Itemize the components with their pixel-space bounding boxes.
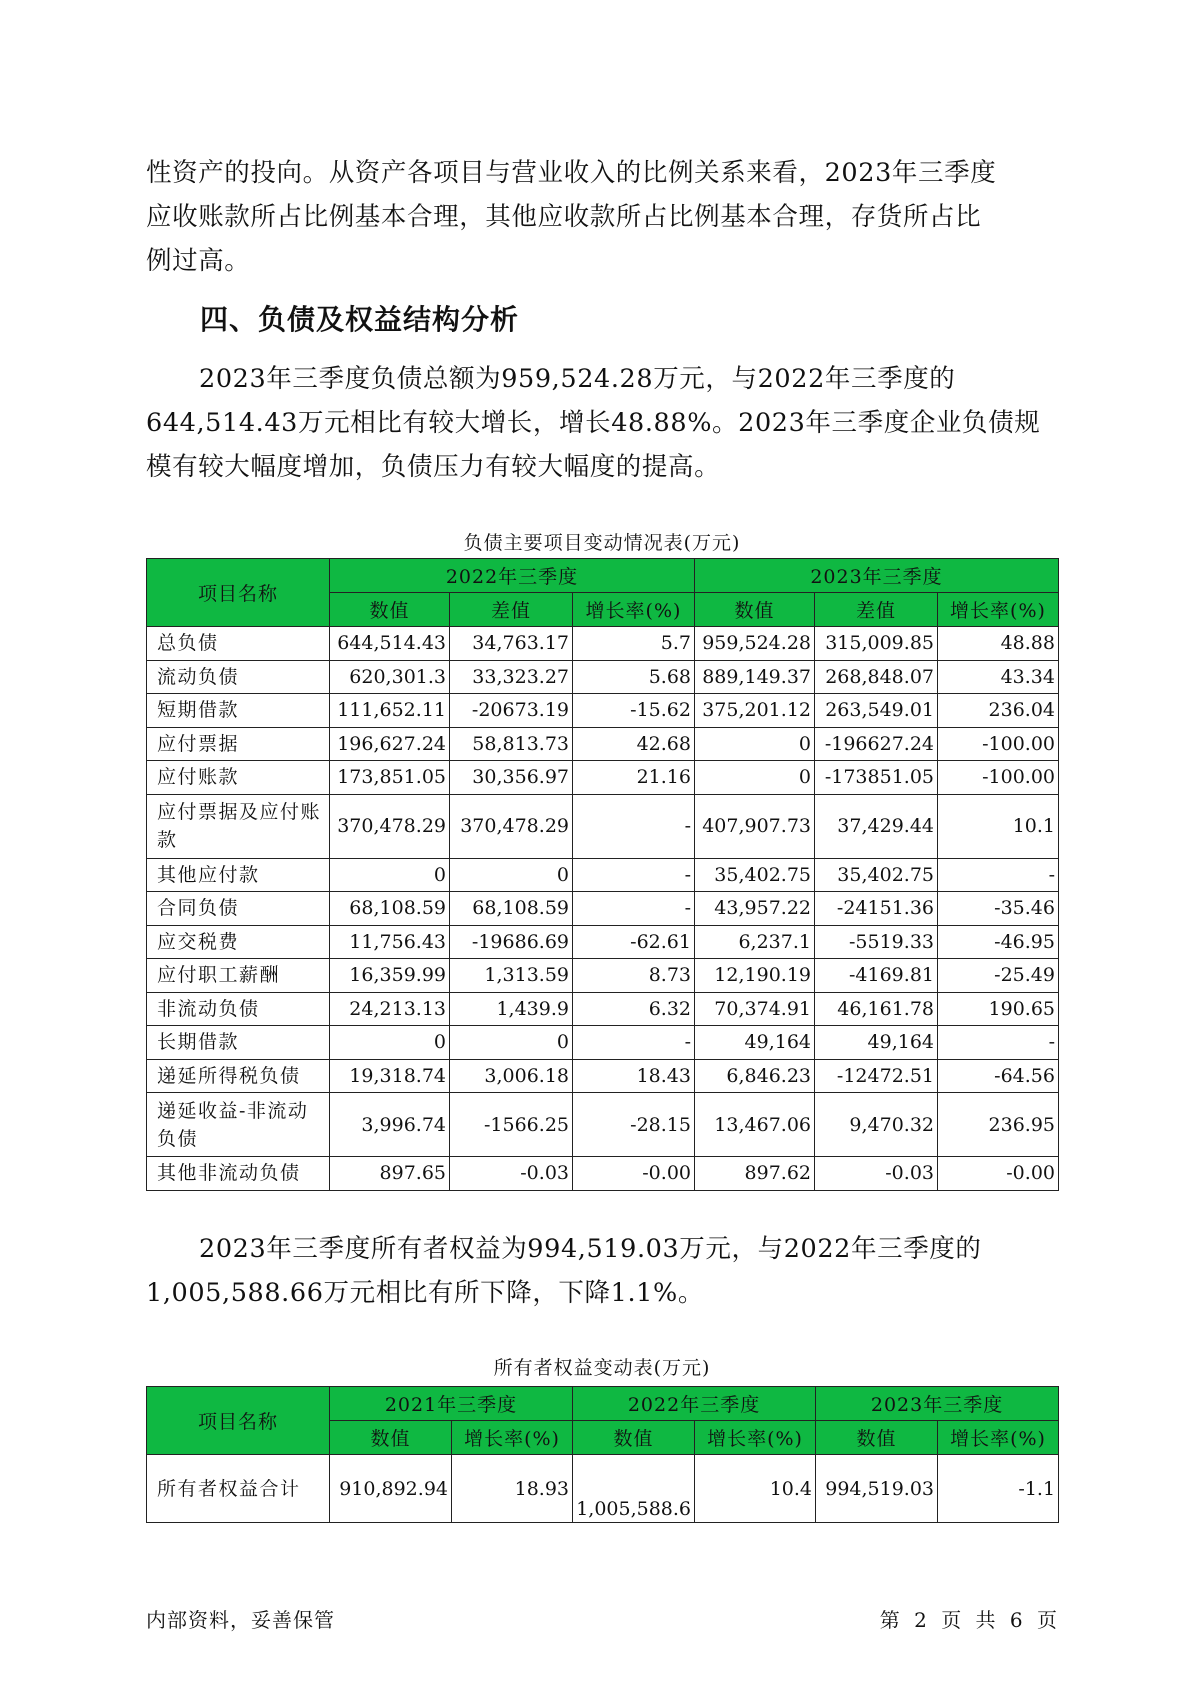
diff-2022-cell: 0: [450, 1026, 573, 1060]
item-name-cell: 其他应付款: [147, 858, 330, 892]
diff-2023-cell: -24151.36: [815, 892, 938, 926]
item-name-cell: 总负债: [147, 627, 330, 661]
header-value: 数值: [816, 1421, 938, 1455]
header-growth: 增长率(%): [938, 593, 1059, 627]
item-name-cell: 合同负债: [147, 892, 330, 926]
growth-2022-cell: -: [573, 858, 695, 892]
table-row: [147, 1455, 1059, 1523]
value-2022-cell: 620,301.3: [330, 660, 450, 694]
value-2023-cell: 6,846.23: [695, 1059, 815, 1093]
growth-2022-cell: 6.32: [573, 992, 695, 1026]
diff-2023-cell: 49,164: [815, 1026, 938, 1060]
equity-table: [146, 1386, 1059, 1523]
item-name-cell: 应付账款: [147, 761, 330, 795]
table-row: [147, 1026, 1059, 1060]
table-row: [147, 694, 1059, 728]
diff-2023-cell: 268,848.07: [815, 660, 938, 694]
diff-2023-cell: -173851.05: [815, 761, 938, 795]
equity-line: 2023年三季度所有者权益为994,519.03万元，与2022年三季度的: [199, 1234, 982, 1264]
header-value: 数值: [695, 593, 815, 627]
value-2022-cell: 0: [330, 858, 450, 892]
diff-2022-cell: 0: [450, 858, 573, 892]
value-2022-cell: 16,359.99: [330, 959, 450, 993]
value-2023-cell: 0: [695, 761, 815, 795]
growth-2023-cell: -25.49: [938, 959, 1059, 993]
growth-2023-cell: -64.56: [938, 1059, 1059, 1093]
item-name-cell: 递延所得税负债: [147, 1059, 330, 1093]
value-2022-cell: 68,108.59: [330, 892, 450, 926]
growth-2023-cell: 236.95: [938, 1093, 1059, 1157]
header-growth: 增长率(%): [452, 1421, 573, 1455]
growth-2023-cell: 190.65: [938, 992, 1059, 1026]
growth-2022-cell: -62.61: [573, 925, 695, 959]
value-2023-cell: 375,201.12: [695, 694, 815, 728]
value-2021-cell: 910,892.94: [330, 1455, 452, 1523]
diff-2023-cell: 315,009.85: [815, 627, 938, 661]
diff-2022-cell: 68,108.59: [450, 892, 573, 926]
header-period-2022: 2022年三季度: [330, 559, 695, 593]
value-2023-cell: 49,164: [695, 1026, 815, 1060]
growth-2022-cell: -: [573, 892, 695, 926]
debt-paragraph: [146, 357, 1058, 489]
table-row: [147, 925, 1059, 959]
table-row: [147, 627, 1059, 661]
growth-2023-cell: -46.95: [938, 925, 1059, 959]
item-name-cell: 应交税费: [147, 925, 330, 959]
equity-line: 1,005,588.66万元相比有所下降，下降1.1%。: [146, 1278, 704, 1308]
growth-2022-cell: -: [573, 794, 695, 858]
growth-2022-cell: -: [573, 1026, 695, 1060]
table-row: [147, 959, 1059, 993]
diff-2022-cell: -19686.69: [450, 925, 573, 959]
table-row: [147, 727, 1059, 761]
value-2022-cell: 19,318.74: [330, 1059, 450, 1093]
header-period-2023: 2023年三季度: [695, 559, 1059, 593]
header-value: 数值: [573, 1421, 695, 1455]
diff-2023-cell: 46,161.78: [815, 992, 938, 1026]
intro-line: 性资产的投向。从资产各项目与营业收入的比例关系来看，2023年三季度: [146, 158, 997, 188]
header-item-name: 项目名称: [147, 1387, 330, 1455]
debt-table: [146, 558, 1059, 1191]
footer-confidential-note: 内部资料，妥善保管: [146, 1608, 335, 1632]
header-growth: 增长率(%): [938, 1421, 1059, 1455]
table-row: [147, 1093, 1059, 1157]
diff-2022-cell: 1,313.59: [450, 959, 573, 993]
debt-table-caption: 负债主要项目变动情况表(万元): [463, 532, 741, 554]
diff-2022-cell: 58,813.73: [450, 727, 573, 761]
diff-2022-cell: 1,439.9: [450, 992, 573, 1026]
growth-2023-cell: -100.00: [938, 761, 1059, 795]
intro-line: 例过高。: [146, 246, 251, 276]
diff-2023-cell: -196627.24: [815, 727, 938, 761]
debt-line: 2023年三季度负债总额为959,524.28万元，与2022年三季度的: [199, 364, 956, 394]
diff-2023-cell: -4169.81: [815, 959, 938, 993]
intro-line: 应收账款所占比例基本合理，其他应收款所占比例基本合理，存货所占比: [146, 202, 982, 232]
item-name-cell: 应付票据及应付账款: [147, 794, 330, 858]
value-2023-cell: 12,190.19: [695, 959, 815, 993]
growth-2023-cell: 10.1: [938, 794, 1059, 858]
item-name-cell: 短期借款: [147, 694, 330, 728]
growth-2023-cell: -: [938, 858, 1059, 892]
section-heading: 四、负债及权益结构分析: [200, 303, 520, 336]
diff-2022-cell: 30,356.97: [450, 761, 573, 795]
debt-line: 644,514.43万元相比有较大增长，增长48.88%。2023年三季度企业负债规: [146, 408, 1041, 438]
diff-2022-cell: 33,323.27: [450, 660, 573, 694]
value-2023-cell: 959,524.28: [695, 627, 815, 661]
item-name-cell: 其他非流动负债: [147, 1157, 330, 1191]
growth-2022-cell: -28.15: [573, 1093, 695, 1157]
diff-2023-cell: -5519.33: [815, 925, 938, 959]
diff-2023-cell: 263,549.01: [815, 694, 938, 728]
growth-2023-cell: -35.46: [938, 892, 1059, 926]
table-row: [147, 992, 1059, 1026]
value-2023-cell: 0: [695, 727, 815, 761]
header-value: 数值: [330, 1421, 452, 1455]
value-2023-cell: 35,402.75: [695, 858, 815, 892]
growth-2021-cell: 18.93: [452, 1455, 573, 1523]
header-growth: 增长率(%): [695, 1421, 816, 1455]
diff-2023-cell: 37,429.44: [815, 794, 938, 858]
value-2022-cell: 173,851.05: [330, 761, 450, 795]
value-2023-cell: 889,149.37: [695, 660, 815, 694]
table-row: [147, 1157, 1059, 1191]
header-period-2022: 2022年三季度: [573, 1387, 816, 1421]
diff-2022-cell: -0.03: [450, 1157, 573, 1191]
header-period-2023: 2023年三季度: [816, 1387, 1059, 1421]
table-row: [147, 1059, 1059, 1093]
diff-2022-cell: -20673.19: [450, 694, 573, 728]
growth-2023-cell: 43.34: [938, 660, 1059, 694]
growth-2022-cell: 5.68: [573, 660, 695, 694]
header-diff: 差值: [450, 593, 573, 627]
growth-2022-cell: 5.7: [573, 627, 695, 661]
diff-2022-cell: -1566.25: [450, 1093, 573, 1157]
diff-2022-cell: 370,478.29: [450, 794, 573, 858]
item-name-cell: 所有者权益合计: [147, 1455, 330, 1523]
footer-page-number: 第 2 页 共 6 页: [879, 1608, 1058, 1632]
value-2023-cell: 407,907.73: [695, 794, 815, 858]
growth-2022-cell: 42.68: [573, 727, 695, 761]
header-value: 数值: [330, 593, 450, 627]
diff-2023-cell: -0.03: [815, 1157, 938, 1191]
intro-paragraph: [146, 151, 1058, 283]
value-2023-cell: 43,957.22: [695, 892, 815, 926]
value-2023-cell: 70,374.91: [695, 992, 815, 1026]
growth-2023-cell: -100.00: [938, 727, 1059, 761]
value-2023-cell: 994,519.03: [816, 1455, 938, 1523]
debt-line: 模有较大幅度增加，负债压力有较大幅度的提高。: [146, 452, 721, 482]
header-growth: 增长率(%): [573, 593, 695, 627]
header-item-name: 项目名称: [147, 559, 330, 627]
growth-2022-cell: 10.4: [695, 1455, 816, 1523]
growth-2022-cell: -15.62: [573, 694, 695, 728]
item-name-cell: 递延收益-非流动负债: [147, 1093, 330, 1157]
growth-2023-cell: 48.88: [938, 627, 1059, 661]
equity-paragraph: [146, 1227, 1058, 1315]
value-2022-cell: 3,996.74: [330, 1093, 450, 1157]
diff-2022-cell: 3,006.18: [450, 1059, 573, 1093]
table-row: [147, 761, 1059, 795]
value-2022-cell: 111,652.11: [330, 694, 450, 728]
diff-2023-cell: -12472.51: [815, 1059, 938, 1093]
growth-2023-cell: -: [938, 1026, 1059, 1060]
table-row: [147, 858, 1059, 892]
diff-2023-cell: 35,402.75: [815, 858, 938, 892]
value-2022-cell: 897.65: [330, 1157, 450, 1191]
value-2023-cell: 13,467.06: [695, 1093, 815, 1157]
diff-2023-cell: 9,470.32: [815, 1093, 938, 1157]
table-row: [147, 660, 1059, 694]
item-name-cell: 非流动负债: [147, 992, 330, 1026]
value-2022-cell: 1,005,588.6: [573, 1455, 695, 1523]
value-2022-cell: 11,756.43: [330, 925, 450, 959]
debt-table-body: [147, 627, 1059, 1191]
header-period-2021: 2021年三季度: [330, 1387, 573, 1421]
diff-2022-cell: 34,763.17: [450, 627, 573, 661]
item-name-cell: 流动负债: [147, 660, 330, 694]
value-2022-cell: 0: [330, 1026, 450, 1060]
table-row: [147, 794, 1059, 858]
growth-2023-cell: -1.1: [938, 1455, 1059, 1523]
value-2022-cell: 370,478.29: [330, 794, 450, 858]
growth-2022-cell: 18.43: [573, 1059, 695, 1093]
header-diff: 差值: [815, 593, 938, 627]
table-row: [147, 892, 1059, 926]
item-name-cell: 应付职工薪酬: [147, 959, 330, 993]
growth-2023-cell: 236.04: [938, 694, 1059, 728]
equity-table-caption: 所有者权益变动表(万元): [493, 1357, 711, 1379]
growth-2022-cell: 8.73: [573, 959, 695, 993]
item-name-cell: 应付票据: [147, 727, 330, 761]
growth-2023-cell: -0.00: [938, 1157, 1059, 1191]
value-2022-cell: 644,514.43: [330, 627, 450, 661]
value-2022-cell: 196,627.24: [330, 727, 450, 761]
growth-2022-cell: 21.16: [573, 761, 695, 795]
value-2022-cell: 24,213.13: [330, 992, 450, 1026]
item-name-cell: 长期借款: [147, 1026, 330, 1060]
value-2023-cell: 897.62: [695, 1157, 815, 1191]
value-2023-cell: 6,237.1: [695, 925, 815, 959]
growth-2022-cell: -0.00: [573, 1157, 695, 1191]
